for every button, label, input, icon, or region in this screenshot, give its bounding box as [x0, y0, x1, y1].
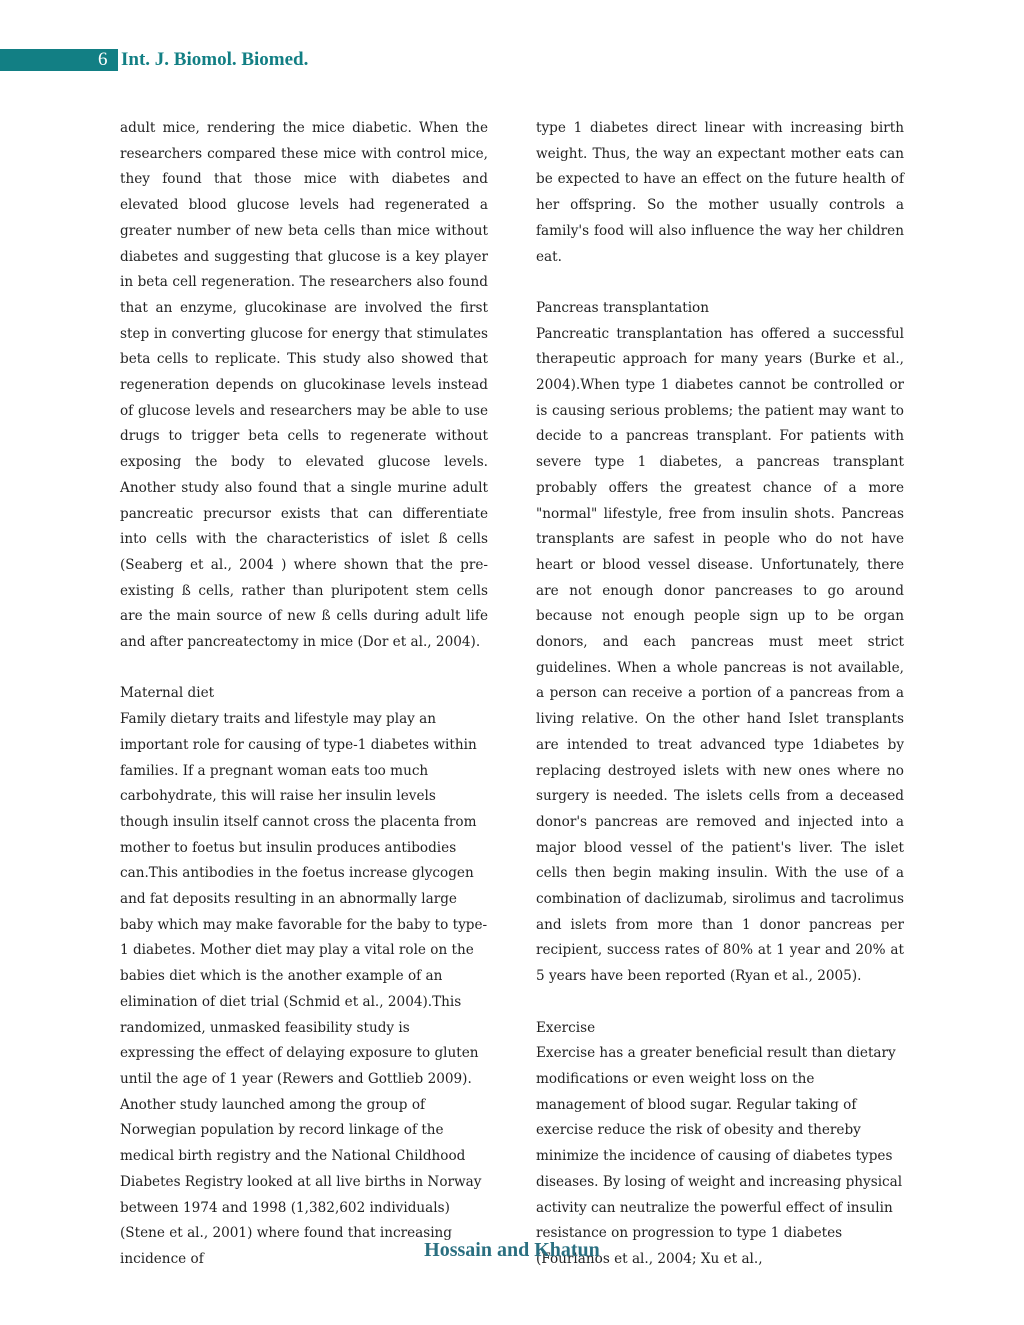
paragraph: type 1 diabetes direct linear with increasing birth weight. Thus, the way an expectant mother eats can be expected to have an effect on the future health of her offspring. So the mother usually controls a family's food will also influence the way her children eat. [536, 120, 904, 265]
left-column [120, 116, 488, 1273]
paragraph: adult mice, rendering the mice diabetic. When the researchers compared these mice with control mice, they found that those mice with diabetes and elevated blood glucose levels had regenerated a greater number of new beta cells than mice without diabetes and suggesting that glucose is a key player in beta cell regeneration. The researchers also found that an enzyme, glucokinase are involved the first step in converting glucose for energy that stimulates beta cells to replicate. This study also showed that regeneration depends on glucokinase levels instead of glucose levels and researchers may be able to use drugs to trigger beta cells to regenerate without exposing the body to elevated glucose levels. Another study also found that a single murine adult pancreatic precursor exists that can differentiate into cells with the characteristics of islet ß cells (Seaberg et al., 2004 ) where shown that the pre-existing ß cells, rather than pluripotent stem cells are the main source of new ß cells during adult life and after pancreatectomy in mice (Dor et al., 2004). [120, 120, 488, 651]
paragraph: Pancreatic transplantation has offered a successful therapeutic approach for many years (Burke et al., 2004).When type 1 diabetes cannot be controlled or is causing serious problems; the patient may want to decide to a pancreas transplant. For patients with severe type 1 diabetes, a pancreas transplant probably offers the greatest chance of a more "normal" lifestyle, free from insulin shots. Pancreas transplants are safest in people who do not have heart or blood vessel disease. Unfortunately, there are not enough donor pancreases to go around because not enough people sign up to be organ donors, and each pancreas must meet strict guidelines. When a whole pancreas is not available, a person can receive a portion of a pancreas from a living relative. On the other hand Islet transplants are intended to treat advanced type 1diabetes by replacing destroyed islets with new ones where no surgery is needed. The islets cells from a deceased donor's pancreas are removed and injected into a major blood vessel of the patient's liver. The islet cells then begin making insulin. With the use of a combination of daclizumab, sirolimus and tacrolimus and islets from more than 1 donor pancreas per recipient, success rates of 80% at 1 year and 20% at 5 years have been reported (Ryan et al., 2005). [536, 325, 904, 985]
right-column [536, 116, 904, 1273]
journal-title: Int. J. Biomol. Biomed. [121, 49, 309, 70]
section-heading-maternal-diet: Maternal diet [120, 685, 215, 702]
section-heading-pancreas-transplantation: Pancreas transplantation [536, 299, 709, 316]
section-heading-exercise: Exercise [536, 1019, 596, 1036]
page-number: 6 [98, 49, 108, 70]
paragraph: Family dietary traits and lifestyle may play an important role for causing of type-1 diabetes within families. If a pregnant woman eats too much carbohydrate, this will raise her insulin levels though insulin itself cannot cross the placenta from mother to foetus but insulin produces antibodies can.This antibodies in the foetus increase glycogen and fat deposits resulting in an abnormally large baby which may make favorable for the baby to type-1 diabetes. Mother diet may play a vital role on the babies diet which is the another example of an elimination of diet trial (Schmid et al., 2004).This randomized, unmasked feasibility study is expressing the effect of delaying exposure to gluten until the age of 1 year (Rewers and Gottlieb 2009). Another study launched among the group of Norwegian population by record linkage of the medical birth registry and the National Childhood Diabetes Registry looked at all live births in Norway between 1974 and 1998 (1,382,602 individuals) (Stene et al., 2001) where found that increasing incidence of [120, 711, 488, 1267]
footer-authors: Hossain and Khatun [424, 1239, 600, 1261]
paragraph: Exercise has a greater beneficial result than dietary modifications or even weight loss on the management of blood sugar. Regular taking of exercise reduce the risk of obesity and thereby minimize the incidence of causing of diabetes types diseases. By losing of weight and increasing physical activity can neutralize the powerful effect of insulin resistance on progression to type 1 diabetes (Fourlanos et al., 2004; Xu et al., [536, 1045, 903, 1267]
